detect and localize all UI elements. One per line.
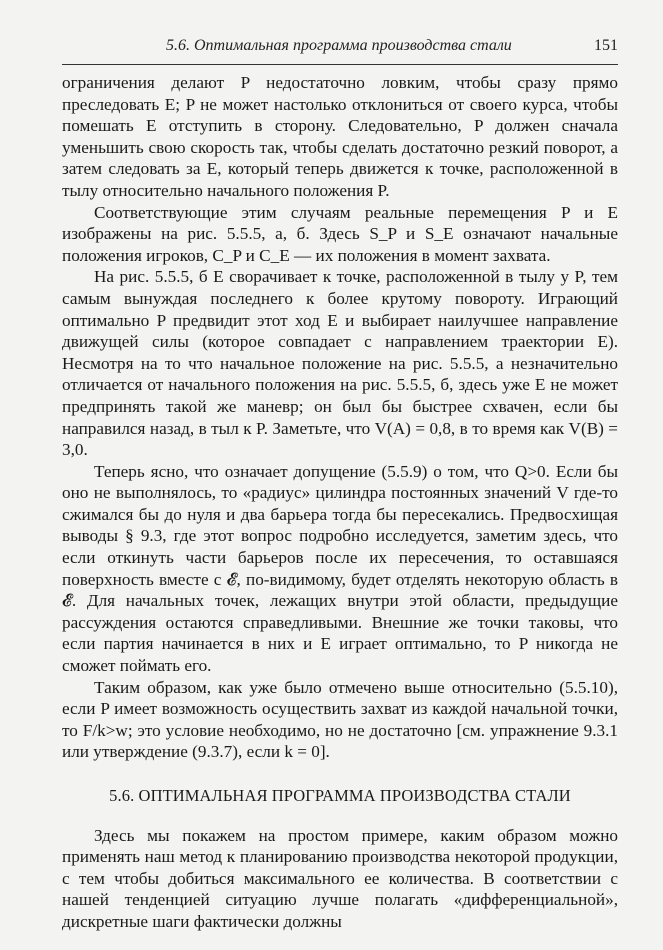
section-title: 5.6. ОПТИМАЛЬНАЯ ПРОГРАММА ПРОИЗВОДСТВА СТАЛИ <box>109 786 571 805</box>
page-body <box>62 72 618 933</box>
page-number: 151 <box>594 37 618 54</box>
header-rule <box>62 64 618 65</box>
running-title: 5.6. Оптимальная программа производства стали <box>166 37 512 54</box>
section-paragraph: Здесь мы покажем на простом примере, каким образом можно применять наш метод к планированию производства некоторой продукции, с тем чтобы добиться максимального ее количества. В соответствии с нашей тенденцией ситуацию лучше полагать «дифференциальной», дискретные шаги фактически должны <box>62 825 618 931</box>
paragraph: Теперь ясно, что означает допущение (5.5.9) о том, что Q>0. Если бы оно не выполнялось, то «радиус» цилиндра постоянных значений V где-то сжимался бы до нуля и два барьера тогда бы пересекались. Предвосхищая выводы § 9.3, где этот вопрос подробно исследуется, заметим здесь, что если откинуть части барьеров после их пересечения, то оставшаяся поверхность вместе с 𝓔, по-видимому, будет отделять некоторую область в 𝓔. Для начальных точек, лежащих внутри этой области, предыдущие рассуждения остаются справедливыми. Внешние же точки таковы, что если партия начинается в них и E играет оптимально, то P никогда не сможет поймать его. <box>62 461 618 676</box>
paragraph: Соответствующие этим случаям реальные перемещения P и E изображены на рис. 5.5.5, а, б. Здесь S_P и S_E означают начальные положения игроков, C_P и C_E — их положения в момент захвата. <box>62 202 618 265</box>
paragraph-continued: ограничения делают P недостаточно ловким, чтобы сразу прямо преследовать E; P не может настолько отклониться от своего курса, чтобы помешать E отступить в сторону. Следовательно, P должен сначала уменьшить свою скорость так, чтобы сделать достаточно резкий поворот, а затем следовать за E, который теперь движется к точке, расположенной в тылу относительно начального положения P. <box>62 73 618 200</box>
paragraph: На рис. 5.5.5, б E сворачивает к точке, расположенной в тылу у P, тем самым вынуждая последнего к более крутому повороту. Играющий оптимально P предвидит этот ход E и выбирает наилучшее направление движущей силы (которое совпадает с направлением траектории E). Несмотря на то что начальное положение на рис. 5.5.5, а незначительно отличается от начального положения на рис. 5.5.5, б, здесь уже E не может предпринять такой же маневр; он был бы быстрее схвачен, если бы направился назад, в тыл к P. Заметьте, что V(A) = 0,8, в то время как V(B) = 3,0. <box>62 267 618 460</box>
paragraph: Таким образом, как уже было отмечено выше относительно (5.5.10), если P имеет возможность осуществить захват из каждой начальной точки, то F/k>w; это условие необходимо, но не достаточно [см. упражнение 9.3.1 или утверждение (9.3.7), если k = 0]. <box>62 677 618 762</box>
